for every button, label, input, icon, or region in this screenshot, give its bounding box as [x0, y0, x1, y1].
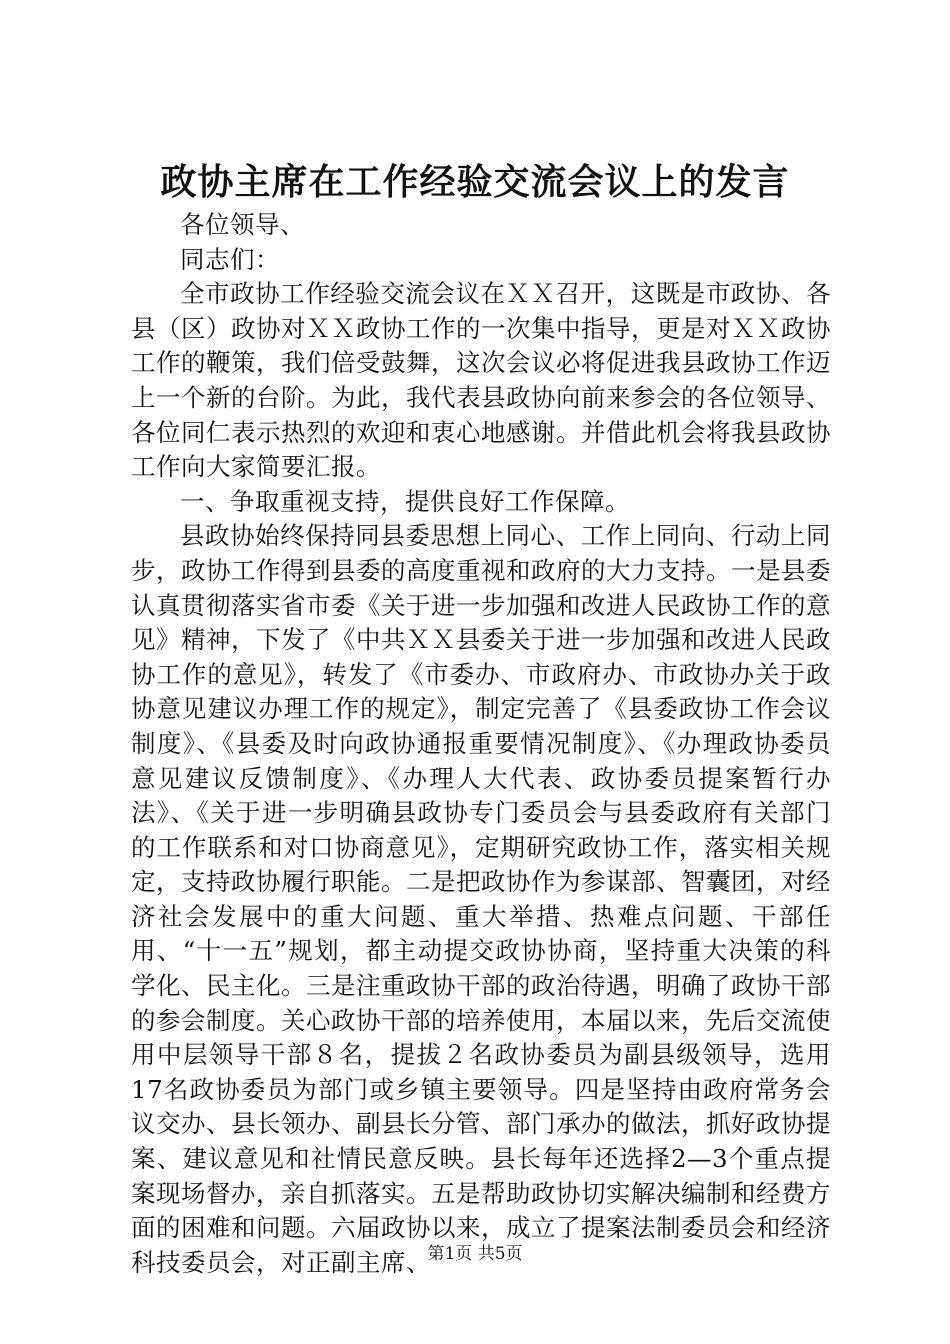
page-footer: 第1页 共5页 — [427, 1244, 523, 1264]
document-title: 政协主席在工作经验交流会议上的发言 — [160, 161, 790, 203]
document-body — [131, 208, 831, 1280]
section-heading: 一、争取重视支持，提供良好工作保障。 — [180, 486, 630, 516]
salutation-line: 同志们： — [180, 244, 280, 274]
salutation-line: 各位领导、 — [180, 210, 305, 239]
body-paragraph: 县政协始终保持同县委思想上同心、工作上同向、行动上同步，政协工作得到县委的高度重视和政府的大力支持。一是县委认真贯彻落实省市委《关于进一步加强和改进人民政协工作的意见》精神，下发了《中共ＸＸ县委关于进一步加强和改进人民政协工作的意见》，转发了《市委办、市政府办、市政协办关于政协意见建议办理工作的规定》，制定完善了《县委政协工作会议制度》、《县委及时向政协通报重要情况制度》、《办理政协委员意见建议反馈制度》、《办理人大代表、政协委员提案暂行办法》、《关于进一步明确县政协专门委员会与县委政府有关部门的工作联系和对口协商意见》，定期研究政协工作，落实相关规定，支持政协履行职能。二是把政协作为参谋部、智囊团，对经济社会发展中的重大问题、重大举措、热难点问题、干部任用、“十一五”规划，都主动提交政协协商，坚持重大决策的科学化、民主化。三是注重政协干部的政治待遇，明确了政协干部的参会制度。关心政协干部的培养使用，本届以来，先后交流使用中层领导干部８名，提拔２名政协委员为副县级领导，选用17名政协委员为部门或乡镇主要领导。四是坚持由政府常务会议交办、县长领办、副县长分管、部门承办的做法，抓好政协提案、建议意见和社情民意反映。县长每年还选择2—3个重点提案现场督办，亲自抓落实。五是帮助政协切实解决编制和经费方面的困难和问题。六届政协以来，成立了提案法制委员会和经济科技委员会，对正副主席、 — [131, 521, 831, 1277]
body-paragraph: 全市政协工作经验交流会议在ＸＸ召开，这既是市政协、各县（区）政协对ＸＸ政协工作的一次集中指导，更是对ＸＸ政协工作的鞭策，我们倍受鼓舞，这次会议必将促进我县政协工作迈上一个新的台阶。为此，我代表县政协向前来参会的各位领导、各位同仁表示热烈的欢迎和衷心地感谢。并借此机会将我县政协工作向大家简要汇报。 — [131, 279, 831, 482]
